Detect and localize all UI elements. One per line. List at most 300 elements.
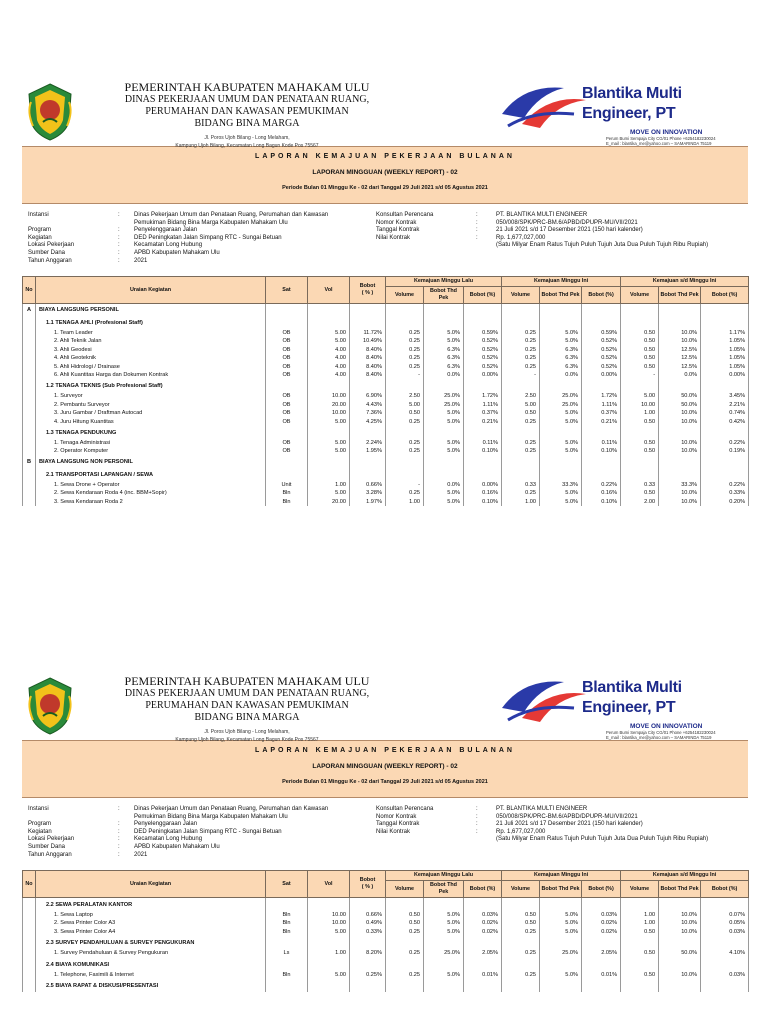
- cell-i-thd: [540, 426, 582, 439]
- table-row: [23, 392, 749, 400]
- table-row: [23, 354, 749, 362]
- table-row: [23, 447, 749, 455]
- cell-no: [23, 379, 36, 392]
- cell-s-vol: 0.50: [621, 337, 659, 345]
- col-bobot-pct: Bobot (%): [464, 881, 502, 898]
- cell-bobot: [350, 316, 386, 329]
- info-colon: :: [476, 813, 478, 820]
- col-bobot-pct: Bobot (%): [464, 287, 502, 304]
- table-row: [23, 949, 749, 957]
- cell-s-bob: [701, 304, 749, 317]
- cell-i-thd: 25.0%: [540, 401, 582, 409]
- cell-vol: 4.00: [308, 371, 350, 379]
- report-title: LAPORAN KEMAJUAN PEKERJAAN BULANAN: [255, 747, 515, 754]
- cell-l-bob: 0.03%: [464, 911, 502, 919]
- company-swoosh-logo-icon: [494, 674, 594, 726]
- cell-bobot: 0.66%: [350, 481, 386, 489]
- cell-uraian: 2.1 TRANSPORTASI LAPANGAN / SEWA: [36, 468, 266, 481]
- cell-i-vol: [502, 936, 540, 949]
- cell-s-thd: 10.0%: [659, 337, 701, 345]
- cell-sat: [266, 979, 308, 992]
- cell-i-thd: 5.0%: [540, 911, 582, 919]
- cell-l-thd: [424, 304, 464, 317]
- cell-uraian: 2. Operator Komputer: [36, 447, 266, 455]
- cell-no: [23, 928, 36, 936]
- cell-no: [23, 401, 36, 409]
- cell-bobot: [350, 468, 386, 481]
- info-colon: :: [476, 219, 478, 226]
- cell-i-vol: [502, 468, 540, 481]
- cell-s-thd: [659, 379, 701, 392]
- table-body: [23, 304, 749, 507]
- info-row: [28, 220, 368, 228]
- cell-s-vol: [621, 936, 659, 949]
- cell-l-vol: [386, 379, 424, 392]
- cell-vol: 1.00: [308, 949, 350, 957]
- meta-left: [28, 212, 368, 265]
- cell-s-thd: [659, 456, 701, 468]
- cell-s-thd: 10.0%: [659, 919, 701, 927]
- cell-i-bob: 0.22%: [582, 481, 621, 489]
- cell-l-vol: [386, 898, 424, 912]
- table-row: [23, 439, 749, 447]
- cell-i-thd: [540, 379, 582, 392]
- col-bobot-thd: Bobot Thd Pek: [540, 881, 582, 898]
- cell-i-thd: 33.3%: [540, 481, 582, 489]
- cell-s-thd: [659, 316, 701, 329]
- info-colon: :: [476, 828, 478, 835]
- cell-uraian: 1. Survey Pendahuluan & Survey Pengukuran: [36, 949, 266, 957]
- cell-s-thd: 50.0%: [659, 392, 701, 400]
- cell-l-bob: [464, 379, 502, 392]
- cell-i-vol: 0.25: [502, 971, 540, 979]
- cell-i-thd: [540, 316, 582, 329]
- info-row: [28, 212, 368, 220]
- cell-l-vol: -: [386, 371, 424, 379]
- col-bobot: [350, 871, 386, 898]
- cell-s-thd: 10.0%: [659, 329, 701, 337]
- cell-l-vol: [386, 936, 424, 949]
- info-row: [376, 220, 748, 228]
- gov-address2: Kampung Ujoh Bilang, Kecamatan Long Bagun Kode Pos 75567: [175, 143, 319, 149]
- table-row: [23, 919, 749, 927]
- cell-i-vol: 0.50: [502, 409, 540, 417]
- cell-s-thd: [659, 898, 701, 912]
- info-row: [376, 242, 748, 250]
- cell-no: [23, 329, 36, 337]
- report-banner: [22, 740, 748, 798]
- cell-uraian: 2. Sewa Printer Color A3: [36, 919, 266, 927]
- info-value: 21 Juli 2021 s/d 17 Desember 2021 (150 hari kalender): [496, 227, 643, 234]
- cell-i-bob: 0.52%: [582, 363, 621, 371]
- gov-line1: PEMERINTAH KABUPATEN MAHAKAM ULU: [124, 80, 370, 94]
- info-label: Sumber Dana: [28, 843, 66, 850]
- info-value: Penyelenggaraan Jalan: [134, 227, 198, 234]
- col-volume: Volume: [386, 881, 424, 898]
- cell-s-bob: 0.42%: [701, 418, 749, 426]
- info-colon: :: [118, 806, 120, 812]
- cell-vol: 5.00: [308, 418, 350, 426]
- info-row: [376, 829, 748, 837]
- group-sd-minggu-ini: Kemajuan s/d Minggu Ini: [621, 871, 749, 881]
- cell-i-thd: 5.0%: [540, 489, 582, 497]
- cell-bobot: 8.20%: [350, 949, 386, 957]
- cell-vol: [308, 426, 350, 439]
- cell-s-thd: 10.0%: [659, 911, 701, 919]
- cell-s-vol: 0.50: [621, 439, 659, 447]
- info-value: 050/008/SPK/PRC-BM.6/APBD/DPUPR-MU/VII/2021: [496, 813, 638, 820]
- cell-vol: 5.00: [308, 337, 350, 345]
- info-label: [376, 242, 476, 250]
- cell-l-bob: 0.21%: [464, 418, 502, 426]
- company-name: Blantika Multi Engineer, PT: [582, 679, 682, 716]
- col-bobot-pct: Bobot (%): [701, 287, 749, 304]
- cell-l-bob: 0.10%: [464, 447, 502, 455]
- cell-vol: [308, 468, 350, 481]
- cell-vol: [308, 979, 350, 992]
- cell-vol: 4.00: [308, 363, 350, 371]
- info-value: (Satu Milyar Enam Ratus Tujuh Puluh Tujuh Juta Dua Puluh Tujuh Ribu Rupiah): [496, 836, 709, 843]
- gov-address1: Jl. Poros Ujoh Bilang - Long Melaham,: [204, 729, 290, 735]
- cell-i-vol: 0.25: [502, 949, 540, 957]
- table-row: [23, 971, 749, 979]
- cell-bobot: 8.40%: [350, 354, 386, 362]
- cell-uraian: 1.3 TENAGA PENDUKUNG: [36, 426, 266, 439]
- cell-no: [23, 392, 36, 400]
- cell-uraian: 4. Juru Hitung Kuantitas: [36, 418, 266, 426]
- cell-s-thd: 10.0%: [659, 971, 701, 979]
- table-row: [23, 489, 749, 497]
- info-value: PT. BLANTIKA MULTI ENGINEER: [496, 212, 588, 218]
- cell-i-bob: 0.02%: [582, 928, 621, 936]
- cell-s-vol: 0.50: [621, 354, 659, 362]
- section-row: [23, 304, 749, 317]
- cell-l-thd: 6.3%: [424, 346, 464, 354]
- cell-i-vol: [502, 898, 540, 912]
- cell-sat: OB: [266, 329, 308, 337]
- cell-l-vol: 0.50: [386, 911, 424, 919]
- col-vol: Vol: [308, 277, 350, 304]
- cell-i-bob: 2.05%: [582, 949, 621, 957]
- cell-s-vol: 0.50: [621, 329, 659, 337]
- cell-sat: [266, 958, 308, 971]
- cell-s-bob: 0.33%: [701, 489, 749, 497]
- cell-i-vol: 0.33: [502, 481, 540, 489]
- col-no: No: [23, 277, 36, 304]
- cell-i-vol: 0.25: [502, 346, 540, 354]
- cell-no: [23, 919, 36, 927]
- cell-s-bob: 0.74%: [701, 409, 749, 417]
- cell-s-vol: [621, 468, 659, 481]
- info-row: [376, 235, 748, 243]
- contract-info: [22, 204, 748, 276]
- mahakam-ulu-emblem-icon: [25, 676, 75, 736]
- cell-i-vol: 2.50: [502, 392, 540, 400]
- cell-s-thd: 50.0%: [659, 401, 701, 409]
- cell-sat: [266, 304, 308, 317]
- cell-l-bob: 2.05%: [464, 949, 502, 957]
- table-row: [23, 371, 749, 379]
- cell-l-bob: 1.72%: [464, 392, 502, 400]
- cell-bobot: [350, 898, 386, 912]
- group-minggu-lalu: Kemajuan Minggu Lalu: [386, 277, 502, 287]
- cell-l-vol: 5.00: [386, 401, 424, 409]
- cell-bobot: 10.49%: [350, 337, 386, 345]
- cell-s-thd: [659, 979, 701, 992]
- cell-no: [23, 468, 36, 481]
- col-uraian: Uraian Kegiatan: [36, 277, 266, 304]
- col-bobot-thd: Bobot Thd Pek: [659, 287, 701, 304]
- cell-l-bob: 0.52%: [464, 354, 502, 362]
- cell-l-vol: 1.00: [386, 498, 424, 506]
- info-colon: [476, 242, 496, 250]
- gov-line3: PERUMAHAN DAN KAWASAN PEMUKIMAN: [145, 106, 349, 117]
- cell-no: A: [23, 304, 36, 317]
- cell-i-bob: [582, 426, 621, 439]
- cell-no: [23, 354, 36, 362]
- col-bobot-label: Bobot: [359, 877, 376, 883]
- info-row: [28, 821, 368, 829]
- meta-right: [376, 212, 748, 250]
- info-value: Rp. 1,677,027,000: [496, 234, 546, 241]
- info-label: Nomor Kontrak: [376, 219, 417, 226]
- cell-l-vol: [386, 426, 424, 439]
- cell-l-thd: 6.3%: [424, 363, 464, 371]
- col-bobot-pct: Bobot (%): [701, 881, 749, 898]
- cell-bobot: 0.49%: [350, 919, 386, 927]
- cell-vol: 20.00: [308, 401, 350, 409]
- cell-l-thd: 5.0%: [424, 418, 464, 426]
- cell-vol: 5.00: [308, 971, 350, 979]
- cell-no: [23, 447, 36, 455]
- cell-uraian: 3. Ahli Geodesi: [36, 346, 266, 354]
- info-row: [28, 250, 368, 258]
- col-volume: Volume: [621, 287, 659, 304]
- cell-s-bob: 2.21%: [701, 401, 749, 409]
- subsection-row: [23, 316, 749, 329]
- info-row: [376, 836, 748, 844]
- info-row: [28, 814, 368, 822]
- company-tagline: MOVE ON INNOVATION: [630, 129, 703, 136]
- cell-l-thd: [424, 979, 464, 992]
- cell-l-bob: [464, 979, 502, 992]
- cell-no: [23, 979, 36, 992]
- cell-vol: 20.00: [308, 498, 350, 506]
- cell-s-bob: 0.00%: [701, 371, 749, 379]
- cell-l-vol: [386, 979, 424, 992]
- letterhead: [22, 66, 748, 149]
- info-colon: :: [476, 234, 478, 241]
- cell-s-thd: 10.0%: [659, 489, 701, 497]
- report-page-1: [22, 66, 748, 506]
- info-colon: :: [118, 242, 120, 249]
- cell-l-thd: [424, 958, 464, 971]
- info-value: 21 Juli 2021 s/d 17 Desember 2021 (150 hari kalender): [496, 821, 643, 828]
- cell-bobot: 4.25%: [350, 418, 386, 426]
- cell-vol: 10.00: [308, 392, 350, 400]
- cell-i-bob: 0.52%: [582, 337, 621, 345]
- cell-sat: [266, 456, 308, 468]
- subsection-row: [23, 958, 749, 971]
- cell-l-bob: [464, 936, 502, 949]
- cell-l-thd: [424, 898, 464, 912]
- table-row: [23, 401, 749, 409]
- info-colon: :: [118, 227, 120, 234]
- cell-s-thd: [659, 304, 701, 317]
- cell-vol: 4.00: [308, 354, 350, 362]
- cell-sat: [266, 426, 308, 439]
- cell-l-vol: 0.25: [386, 489, 424, 497]
- cell-no: [23, 958, 36, 971]
- cell-no: [23, 971, 36, 979]
- info-row: [28, 235, 368, 243]
- cell-i-bob: 0.37%: [582, 409, 621, 417]
- cell-l-thd: 5.0%: [424, 337, 464, 345]
- cell-l-thd: [424, 316, 464, 329]
- cell-s-bob: 0.20%: [701, 498, 749, 506]
- subsection-row: [23, 979, 749, 992]
- cell-s-vol: 0.50: [621, 346, 659, 354]
- cell-vol: [308, 316, 350, 329]
- info-label: Program: [28, 821, 52, 828]
- col-bobot-thd: Bobot Thd Pek: [659, 881, 701, 898]
- cell-no: [23, 316, 36, 329]
- info-label: Nilai Kontrak: [376, 828, 411, 835]
- cell-sat: Ls: [266, 949, 308, 957]
- cell-bobot: 4.43%: [350, 401, 386, 409]
- cell-s-thd: 12.5%: [659, 363, 701, 371]
- table-header: [23, 871, 749, 898]
- cell-l-bob: 0.16%: [464, 489, 502, 497]
- col-bobot-unit: ( % ): [361, 884, 374, 890]
- table-row: [23, 363, 749, 371]
- cell-l-vol: 0.25: [386, 346, 424, 354]
- info-label: Program: [28, 227, 52, 234]
- cell-l-bob: 0.00%: [464, 481, 502, 489]
- cell-s-bob: 0.05%: [701, 919, 749, 927]
- cell-i-bob: [582, 456, 621, 468]
- cell-s-vol: 0.50: [621, 949, 659, 957]
- cell-i-thd: [540, 979, 582, 992]
- col-bobot-pct: Bobot (%): [582, 287, 621, 304]
- cell-i-thd: [540, 304, 582, 317]
- cell-s-vol: 2.00: [621, 498, 659, 506]
- table-row: [23, 418, 749, 426]
- cell-l-bob: 0.00%: [464, 371, 502, 379]
- cell-no: [23, 949, 36, 957]
- cell-uraian: 1. Sewa Drone + Operator: [36, 481, 266, 489]
- cell-bobot: [350, 379, 386, 392]
- cell-i-thd: 6.3%: [540, 354, 582, 362]
- cell-l-thd: [424, 426, 464, 439]
- cell-no: [23, 481, 36, 489]
- cell-s-vol: 0.50: [621, 971, 659, 979]
- cell-s-vol: 1.00: [621, 911, 659, 919]
- cell-s-bob: [701, 898, 749, 912]
- cell-sat: Bln: [266, 919, 308, 927]
- info-label: Nomor Kontrak: [376, 813, 417, 820]
- cell-i-vol: 0.25: [502, 418, 540, 426]
- cell-no: [23, 911, 36, 919]
- cell-i-vol: [502, 958, 540, 971]
- cell-bobot: 7.36%: [350, 409, 386, 417]
- cell-s-bob: 1.05%: [701, 363, 749, 371]
- meta-left: [28, 806, 368, 859]
- cell-i-bob: 0.00%: [582, 371, 621, 379]
- cell-l-bob: [464, 456, 502, 468]
- cell-vol: 5.00: [308, 447, 350, 455]
- company-name: Blantika Multi Engineer, PT: [582, 85, 682, 122]
- col-volume: Volume: [621, 881, 659, 898]
- cell-bobot: [350, 426, 386, 439]
- cell-i-bob: 0.03%: [582, 911, 621, 919]
- cell-sat: OB: [266, 447, 308, 455]
- cell-l-bob: 0.37%: [464, 409, 502, 417]
- info-value: 2021: [134, 851, 148, 858]
- cell-l-thd: [424, 456, 464, 468]
- cell-uraian: BIAYA LANGSUNG PERSONIL: [36, 304, 266, 317]
- cell-s-bob: [701, 468, 749, 481]
- col-bobot: [350, 277, 386, 304]
- company-tagline: MOVE ON INNOVATION: [630, 723, 703, 730]
- info-value: (Satu Milyar Enam Ratus Tujuh Puluh Tujuh Juta Dua Puluh Tujuh Ribu Rupiah): [496, 242, 709, 249]
- cell-s-thd: 10.0%: [659, 498, 701, 506]
- cell-s-bob: [701, 979, 749, 992]
- cell-s-vol: [621, 958, 659, 971]
- cell-i-bob: [582, 316, 621, 329]
- cell-i-thd: [540, 936, 582, 949]
- info-label: Tanggal Kontrak: [376, 227, 420, 234]
- cell-s-bob: [701, 316, 749, 329]
- cell-no: [23, 337, 36, 345]
- cell-sat: Bln: [266, 498, 308, 506]
- cell-l-bob: 0.01%: [464, 971, 502, 979]
- cell-s-thd: [659, 958, 701, 971]
- cell-s-thd: 50.0%: [659, 949, 701, 957]
- cell-sat: OB: [266, 337, 308, 345]
- cell-l-thd: 25.0%: [424, 401, 464, 409]
- info-label: [28, 220, 118, 228]
- info-label: Kegiatan: [28, 234, 52, 241]
- company-address2: E_mail : blantika_me@yahoo.com – SAMARINDA 75119: [606, 141, 712, 146]
- cell-vol: 10.00: [308, 919, 350, 927]
- cell-s-vol: [621, 898, 659, 912]
- info-value: DED Peningkatan Jalan Simpang RTC - Sungai Betuan: [134, 828, 282, 835]
- cell-bobot: 8.40%: [350, 371, 386, 379]
- col-sat: Sat: [266, 277, 308, 304]
- cell-s-vol: 0.50: [621, 363, 659, 371]
- cell-uraian: 1.1 TENAGA AHLI (Profesional Staff): [36, 316, 266, 329]
- cell-i-thd: 5.0%: [540, 418, 582, 426]
- info-label: Nilai Kontrak: [376, 234, 411, 241]
- company-address2: E_mail : blantika_me@yahoo.com – SAMARINDA 75119: [606, 735, 712, 740]
- cell-i-vol: [502, 426, 540, 439]
- table-row: [23, 337, 749, 345]
- cell-sat: OB: [266, 439, 308, 447]
- group-minggu-ini: Kemajuan Minggu Ini: [502, 871, 621, 881]
- cell-l-thd: 25.0%: [424, 392, 464, 400]
- cell-s-bob: 1.17%: [701, 329, 749, 337]
- cell-no: [23, 936, 36, 949]
- info-colon: :: [476, 806, 478, 812]
- cell-uraian: 1. Telephone, Faximili & Internet: [36, 971, 266, 979]
- info-colon: :: [476, 821, 478, 828]
- cell-no: [23, 498, 36, 506]
- cell-bobot: 0.66%: [350, 911, 386, 919]
- progress-table: [22, 870, 749, 992]
- cell-l-vol: [386, 958, 424, 971]
- cell-i-vol: 5.00: [502, 401, 540, 409]
